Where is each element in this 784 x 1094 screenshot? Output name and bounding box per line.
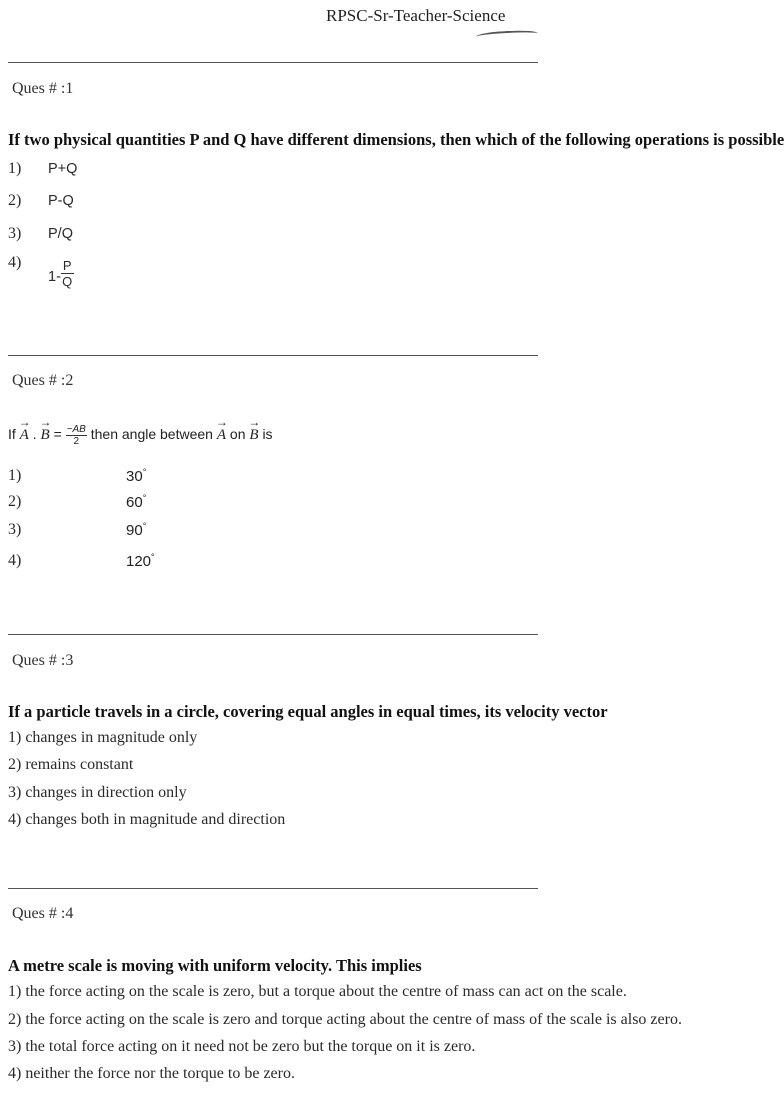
question-2-label: Ques # :2 xyxy=(12,372,74,389)
question-3-option-3[interactable] xyxy=(8,784,187,802)
question-1-text: If two physical quantities P and Q have different dimensions, then which of the following operations is possible xyxy=(8,130,784,149)
option-text: the force acting on the scale is zero and torque acting about the centre of mass of the scale is also zero. xyxy=(25,1011,682,1028)
question-2-option-2[interactable] xyxy=(8,493,48,511)
question-1-option-4[interactable] xyxy=(8,254,74,289)
option-text: changes both in magnitude and direction xyxy=(25,811,286,828)
option-number: 4) xyxy=(8,552,22,569)
option-number: 3) xyxy=(8,521,22,538)
question-2-option-1[interactable] xyxy=(8,467,48,485)
divider xyxy=(8,634,538,635)
question-2-option-3[interactable] xyxy=(8,521,48,539)
page-header-title: RPSC-Sr-Teacher-Science xyxy=(326,6,506,25)
question-3-option-1[interactable] xyxy=(8,729,197,747)
question-2-text: If → A . → B = $\frac{-AB}{2}$ then angle between → A on → B is xyxy=(8,424,273,447)
option-text: the total force acting on it need not be zero but the torque on it is zero. xyxy=(25,1038,476,1055)
question-3-text: If a particle travels in a circle, covering equal angles in equal times, its velocity vector xyxy=(8,702,608,721)
question-2-option-3-value: 90° xyxy=(126,521,147,539)
option-number: 1) xyxy=(8,729,22,746)
option-number: 1) xyxy=(8,467,22,484)
option-text: P-Q xyxy=(48,193,74,209)
question-4-option-1[interactable] xyxy=(8,983,627,1001)
question-2-option-4-value: 120° xyxy=(126,552,155,570)
option-text: remains constant xyxy=(25,756,134,773)
question-4-option-4[interactable] xyxy=(8,1065,295,1083)
option-number: 4) xyxy=(8,811,22,828)
option-text: changes in magnitude only xyxy=(25,729,198,746)
question-3-option-2[interactable] xyxy=(8,756,133,774)
question-4-option-3[interactable] xyxy=(8,1038,475,1056)
question-4-text: A metre scale is moving with uniform velocity. This implies xyxy=(8,956,422,975)
question-3-option-4[interactable] xyxy=(8,811,285,829)
option-number: 2) xyxy=(8,493,22,510)
handwritten-mark xyxy=(476,29,538,40)
option-number: 2) xyxy=(8,756,22,773)
option-number: 1) xyxy=(8,983,22,1000)
option-number: 1) xyxy=(8,160,22,177)
option-text: neither the force nor the torque to be zero. xyxy=(25,1065,295,1082)
vector-b: → B xyxy=(41,427,50,444)
option-number: 3) xyxy=(8,225,22,242)
stem-fraction: $\frac{-AB}{2}$ xyxy=(66,424,86,447)
option-number: 2) xyxy=(8,1011,22,1028)
option-text: P+Q xyxy=(48,161,78,177)
question-2-option-4[interactable] xyxy=(8,552,48,570)
vector-a: → A xyxy=(217,427,226,444)
question-4-label: Ques # :4 xyxy=(12,905,74,922)
option-text-prefix: 1- xyxy=(48,269,61,286)
divider xyxy=(8,888,538,889)
question-1-option-3[interactable] xyxy=(8,225,73,243)
option-text: changes in direction only xyxy=(25,784,187,801)
divider xyxy=(8,62,538,63)
vector-a: → A xyxy=(20,427,29,444)
question-4-option-2[interactable] xyxy=(8,1011,682,1029)
vector-b: → B xyxy=(249,427,258,444)
question-1-label: Ques # :1 xyxy=(12,80,74,97)
option-number: 4) xyxy=(8,1065,22,1082)
option-fraction: $\frac{P}{Q}$ xyxy=(62,258,73,289)
question-3-label: Ques # :3 xyxy=(12,652,74,669)
question-2-option-1-value: 30° xyxy=(126,467,147,485)
question-1-option-2[interactable] xyxy=(8,192,74,210)
option-number: 3) xyxy=(8,784,22,801)
option-number: 3) xyxy=(8,1038,22,1055)
divider xyxy=(8,355,538,356)
option-text: P/Q xyxy=(48,226,73,242)
question-2-option-2-value: 60° xyxy=(126,493,147,511)
question-1-option-1[interactable] xyxy=(8,160,77,178)
option-number: 4) xyxy=(8,254,22,271)
option-number: 2) xyxy=(8,192,22,209)
option-text: the force acting on the scale is zero, but a torque about the centre of mass can act on the scale. xyxy=(25,983,627,1000)
